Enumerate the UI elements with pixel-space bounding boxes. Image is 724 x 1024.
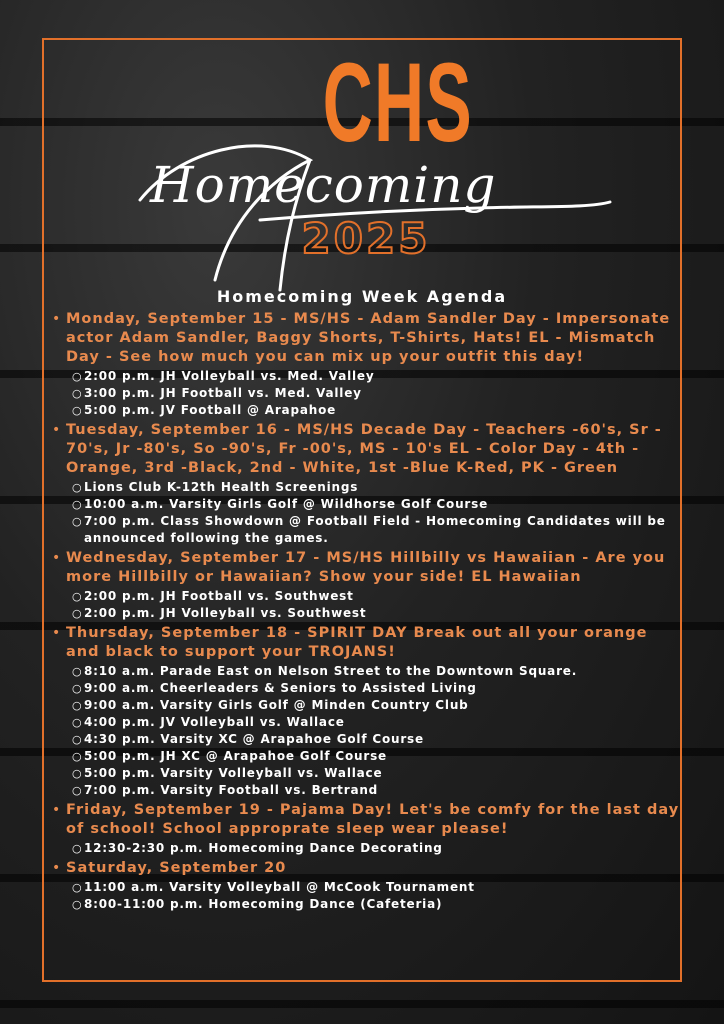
list-item [70,765,682,782]
event-script-title: Homecoming [150,156,497,214]
circle-bullet-icon: ○ [72,767,82,780]
event-text: 8:10 a.m. Parade East on Nelson Street to the Downtown Square. [84,664,578,678]
day-title: Friday, September 19 - Pajama Day! Let's be comfy for the last day of school! School approprate sleep wear please! [66,802,680,837]
event-text: 7:00 p.m. Class Showdown @ Football Field - Homecoming Candidates will be announced following the games. [84,514,666,545]
event-list [66,479,682,547]
day-title: Tuesday, September 16 - MS/HS Decade Day - Teachers -60's, Sr - 70's, Jr -80's, So -90's, Fr -00's, MS - 10's EL - Color Day - 4th -Orange, 3rd -Black, 2nd - White, 1st -Blue K-Red, PK - Green [66,422,662,476]
circle-bullet-icon: ○ [72,590,82,603]
bullet-icon: • [52,550,61,566]
circle-bullet-icon: ○ [72,716,82,729]
event-text: 7:00 p.m. Varsity Football vs. Bertrand [84,783,379,797]
circle-bullet-icon: ○ [72,404,82,417]
circle-bullet-icon: ○ [72,665,82,678]
event-text: 10:00 a.m. Varsity Girls Golf @ Wildhorse Golf Course [84,497,489,511]
list-item [70,697,682,714]
event-text: 5:00 p.m. JV Football @ Arapahoe [84,403,337,417]
event-list [66,879,682,913]
day-title: Thursday, September 18 - SPIRIT DAY Break out all your orange and black to support your TROJANS! [66,625,648,660]
agenda-heading: Homecoming Week Agenda [216,287,508,306]
list-item [70,731,682,748]
list-item [70,714,682,731]
agenda-day [52,549,682,622]
circle-bullet-icon: ○ [72,498,82,511]
list-item [70,782,682,799]
event-list [66,840,682,857]
event-text: 9:00 a.m. Cheerleaders & Seniors to Assisted Living [84,681,477,695]
event-text: 3:00 p.m. JH Football vs. Med. Valley [84,386,362,400]
event-text: 11:00 a.m. Varsity Volleyball @ McCook Tournament [84,880,475,894]
circle-bullet-icon: ○ [72,784,82,797]
event-list [66,663,682,799]
school-logo-text: CHS [322,40,473,165]
list-item [70,402,682,419]
event-text: 8:00-11:00 p.m. Homecoming Dance (Cafeteria) [84,897,443,911]
circle-bullet-icon: ○ [72,515,82,528]
list-item [70,605,682,622]
circle-bullet-icon: ○ [72,682,82,695]
event-text: 4:00 p.m. JV Volleyball vs. Wallace [84,715,345,729]
event-text: 2:00 p.m. JH Volleyball vs. Med. Valley [84,369,375,383]
list-item [70,663,682,680]
list-item [70,385,682,402]
circle-bullet-icon: ○ [72,607,82,620]
circle-bullet-icon: ○ [72,733,82,746]
event-text: 12:30-2:30 p.m. Homecoming Dance Decorating [84,841,443,855]
list-item [70,879,682,896]
day-title: Wednesday, September 17 - MS/HS Hillbilly vs Hawaiian - Are you more Hillbilly or Hawaiian? Show your side! EL Hawaiian [66,550,666,585]
day-title: Saturday, September 20 [66,860,287,876]
event-text: 5:00 p.m. JH XC @ Arapahoe Golf Course [84,749,387,763]
circle-bullet-icon: ○ [72,370,82,383]
event-list [66,588,682,622]
bullet-icon: • [52,311,61,327]
event-text: Lions Club K-12th Health Screenings [84,480,359,494]
list-item [70,496,682,513]
agenda-day [52,801,682,857]
day-title: Monday, September 15 - MS/HS - Adam Sandler Day - Impersonate actor Adam Sandler, Baggy Shorts, T-Shirts, Hats! EL - Mismatch Day - See how much you can mix up your outfit this day! [66,311,671,365]
agenda-day [52,310,682,419]
list-item [70,896,682,913]
year-outline-text: 2025 [301,214,431,263]
circle-bullet-icon: ○ [72,481,82,494]
event-text: 4:30 p.m. Varsity XC @ Arapahoe Golf Course [84,732,424,746]
list-item [70,840,682,857]
agenda-list [52,310,682,915]
circle-bullet-icon: ○ [72,881,82,894]
event-text: 5:00 p.m. Varsity Volleyball vs. Wallace [84,766,383,780]
circle-bullet-icon: ○ [72,387,82,400]
bullet-icon: • [52,625,61,641]
circle-bullet-icon: ○ [72,842,82,855]
circle-bullet-icon: ○ [72,898,82,911]
event-text: 2:00 p.m. JH Football vs. Southwest [84,589,354,603]
bullet-icon: • [52,802,61,818]
agenda-day [52,859,682,913]
list-item [70,588,682,605]
circle-bullet-icon: ○ [72,699,82,712]
bullet-icon: • [52,422,61,438]
list-item [70,368,682,385]
list-item [70,680,682,697]
bullet-icon: • [52,860,61,876]
list-item [70,479,682,496]
agenda-day [52,421,682,547]
event-list [66,368,682,419]
event-text: 9:00 a.m. Varsity Girls Golf @ Minden Country Club [84,698,469,712]
list-item [70,748,682,765]
agenda-day [52,624,682,799]
circle-bullet-icon: ○ [72,750,82,763]
list-item [70,513,682,547]
event-text: 2:00 p.m. JH Volleyball vs. Southwest [84,606,367,620]
